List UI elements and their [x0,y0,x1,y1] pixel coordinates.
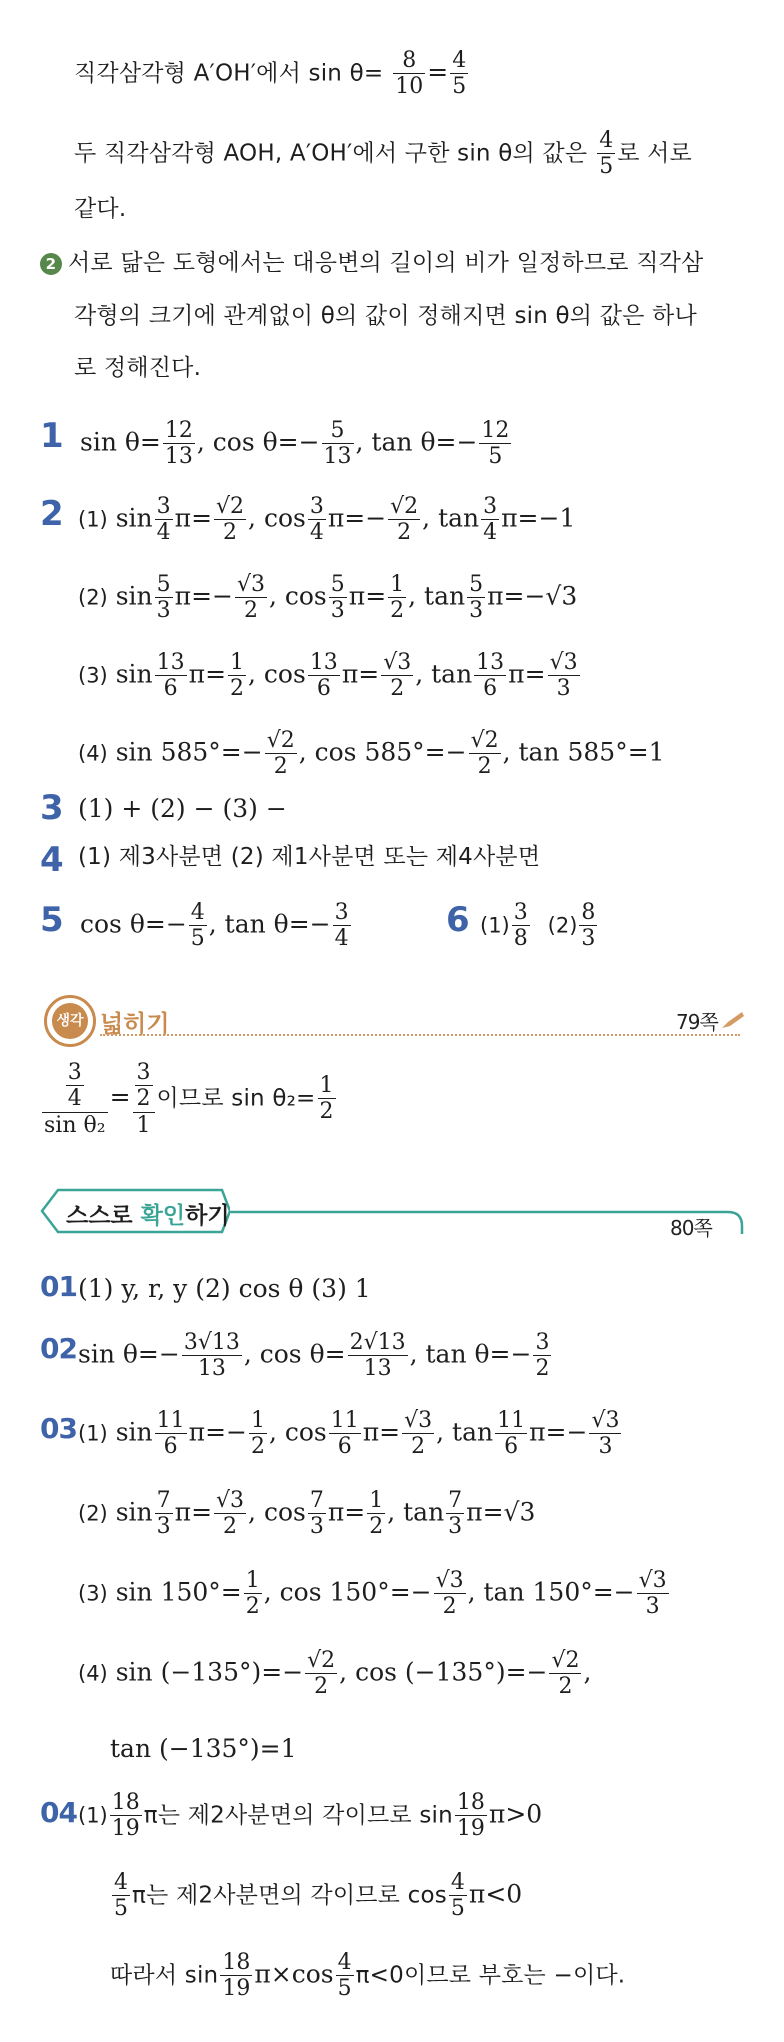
problem-number: 01 [40,1270,77,1303]
section-header-rule [230,1210,746,1234]
problem-number: 3 [40,788,63,828]
fraction: $\frac{4}{5}$ [599,128,614,180]
problem-number: 04 [40,1796,77,1829]
answer-4: (1) 제3사분면 (2) 제1사분면 또는 제4사분면 [78,844,541,870]
problem-number: 5 [40,900,63,940]
problem-number: 02 [40,1332,77,1365]
answer-3: (1) + (2) − (3) − [78,794,287,823]
answer-03-1: (1) sin $\frac{11}{6}$ π=− $\frac{1}{2}$ , cos $\frac{11}{6}$ π= $\frac{√3}{2}$ , tan $\frac{11}{6}$ π=− $\frac{√3}{3}$ [78,1408,620,1460]
pencil-icon [720,1010,746,1030]
problem-number: 03 [40,1412,77,1445]
problem-number: 1 [40,416,63,456]
answer-01: (1) y, r, y (2) cos θ (3) 1 [78,1274,371,1303]
intro-item-2: 2 서로 닮은 도형에서는 대응변의 길이의 비가 일정하므로 직각삼 [40,252,703,275]
answer-03-3: (3) sin 150°= $\frac{1}{2}$ , cos 150°=− $\frac{√3}{2}$ , tan 150°=− $\frac{√3}{3}$ [78,1568,667,1620]
page-ref: 79쪽 [676,1010,718,1034]
problem-number: 6 [446,900,469,940]
divider [100,1034,740,1036]
answer-2-4: (4) sin 585°=− $\frac{√2}{2}$ , cos 585°=− $\frac{√2}{2}$ , tan 585°=1 [78,728,665,780]
answer-1: sin θ= $\frac{12}{13}$ , cos θ=− $\frac{5}{13}$ , tan θ=− $\frac{12}{5}$ [80,418,510,470]
answer-04-2: $\frac{4}{5}$ π는 제2사분면의 각이므로 cos $\frac{4}{5}$ π<0 [114,1870,523,1922]
answer-2-2: (2) sin $\frac{5}{3}$ π=− $\frac{√3}{2}$ , cos $\frac{5}{3}$ π= $\frac{1}{2}$ , tan $\frac{5}{3}$ π=−√3 [78,572,578,624]
answer-04-1: (1) $\frac{18}{19}$ π는 제2사분면의 각이므로 sin $\frac{18}{19}$ π>0 [78,1790,543,1842]
answer-02: sin θ=− $\frac{3√13}{13}$ , cos θ= $\frac{2√13}{13}$ , tan θ=− $\frac{3}{2}$ [78,1330,550,1382]
section-title: 넓히기 [100,1010,170,1038]
think-badge: 생각 [44,995,96,1047]
problem-number: 2 [40,494,63,534]
circled-number-icon: 2 [40,253,62,275]
fraction: $\frac{4}{5}$ [452,48,467,100]
answer-03-4: (4) sin (−135°)=− $\frac{√2}{2}$ , cos (−135°)=− $\frac{√2}{2}$ , [78,1648,592,1700]
answer-04-3: 따라서 sin $\frac{18}{19}$ π×cos $\frac{4}{5}$ π<0이므로 부호는 −이다. [110,1950,626,2002]
think-formula: $\frac{\frac{3}{4}}{\text{sin θ₂}}$ = $\frac{\frac{3}{2}}{1}$ 이므로 sin θ₂= $\frac{1}{2}$ [44,1060,334,1138]
answer-03-2: (2) sin $\frac{7}{3}$ π= $\frac{√3}{2}$ , cos $\frac{7}{3}$ π= $\frac{1}{2}$ , tan $\frac{7}{3}$ π=√3 [78,1488,536,1540]
fraction: $\frac{8}{10}$ [395,48,424,100]
answer-2-1: (1) sin $\frac{3}{4}$ π= $\frac{√2}{2}$ , cos $\frac{3}{4}$ π=− $\frac{√2}{2}$ , tan $\frac{3}{4}$ π=−1 [78,494,576,546]
page-ref: 80쪽 [670,1216,712,1240]
section-title: 스스로 확인하기 [66,1203,230,1229]
intro-line-1: 직각삼각형 A′OH′에서 sin θ= $\frac{8}{10}$ = $\frac{4}{5}$ [74,48,467,100]
answer-2-3: (3) sin $\frac{13}{6}$ π= $\frac{1}{2}$ , cos $\frac{13}{6}$ π= $\frac{√3}{2}$ , tan $\frac{13}{6}$ π= $\frac{√3}{3}$ [78,650,578,702]
answer-03-4-cont: tan (−135°)=1 [110,1734,297,1763]
intro-line-3: 같다. [74,196,127,222]
problem-number: 4 [40,840,63,880]
intro-line-2: 두 직각삼각형 AOH, A′OH′에서 구한 sin θ의 값은 $\frac{4}{5}$ 로 서로 [74,128,692,180]
intro-item-2-line-2: 각형의 크기에 관계없이 θ의 값이 정해지면 sin θ의 값은 하나 [74,303,697,329]
text: 직각삼각형 A′OH′에서 sin θ= [74,60,384,87]
answer-6: (1) $\frac{3}{8}$ (2) $\frac{8}{3}$ [480,900,596,952]
answer-5: cos θ=− $\frac{4}{5}$ , tan θ=− $\frac{3}{4}$ [80,900,349,952]
intro-item-2-line-3: 로 정해진다. [74,355,202,381]
